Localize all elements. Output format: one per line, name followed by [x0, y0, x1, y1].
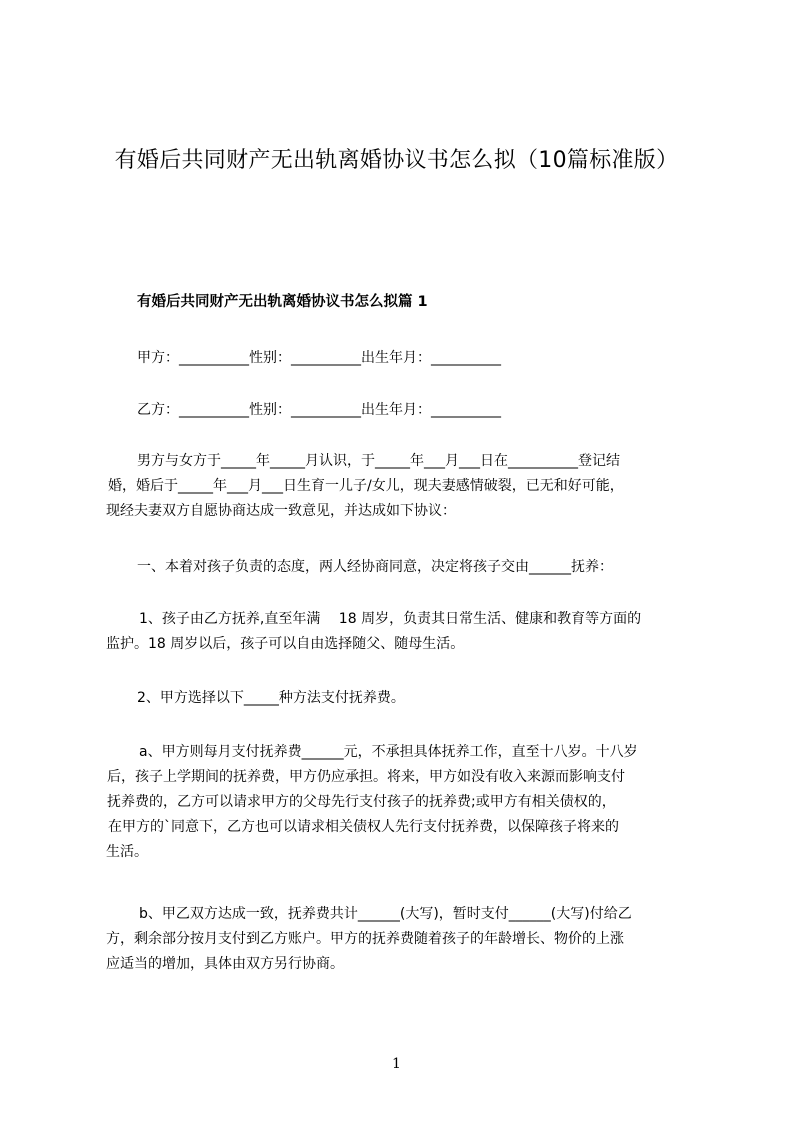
clause-line: 监护。18 周岁以后，孩子可以自由选择随父、随母生活。	[106, 636, 465, 652]
clause-one-item-one	[106, 607, 706, 657]
clause-line: 2、甲方选择以下_____种方法支付抚养费。	[137, 690, 405, 706]
option-a-line: 在甲方的`同意下，乙方也可以请求相关债权人先行支付抚养费，以保障孩子将来的	[108, 819, 619, 835]
intro-line: 婚，婚后于_____年___月___日生育一儿子/女儿，现夫妻感情破裂，已无和好可能，	[108, 478, 624, 494]
option-b-line: 方，剩余部分按月支付到乙方账户。甲方的抚养费随着孩子的年龄增长、物价的上涨	[106, 931, 624, 947]
clause-one	[106, 555, 706, 580]
option-a-line: 抚养费的，乙方可以请求甲方的父母先行支付孩子的抚养费;或甲方有相关债权的，	[107, 794, 616, 810]
option-a-line: 后，孩子上学期间的抚养费，甲方仍应承担。将来，甲方如没有收入来源而影响支付	[107, 769, 625, 785]
option-b-paragraph	[106, 902, 706, 977]
clause-line: 1、孩子由乙方抚养,直至年满 18 周岁，负责其日常生活、健康和教育等方面的	[139, 611, 642, 627]
intro-line: 现经夫妻双方自愿协商达成一致意见，并达成如下协议：	[106, 503, 456, 519]
option-b-line: 应适当的增加，具体由双方另行协商。	[106, 956, 344, 972]
page-number: 1	[392, 1056, 401, 1072]
document-title: 有婚后共同财产无出轨离婚协议书怎么拟（10篇标准版）	[114, 148, 679, 173]
clause-one-item-two	[106, 686, 706, 711]
option-a-line: 生活。	[106, 844, 148, 860]
option-b-line: b、甲乙双方达成一致，抚养费共计______(大写)，暂时支付______(大写)付给乙	[139, 906, 632, 922]
option-a-line: a、甲方则每月支付抚养费______元，不承担具体抚养工作，直至十八岁。十八岁	[139, 744, 638, 760]
intro-paragraph	[106, 449, 706, 524]
party-b-fields: 乙方：__________性别：__________出生年月：__________	[137, 402, 501, 418]
intro-line: 男方与女方于_____年_____月认识，于_____年___月___日在__________登记结	[137, 453, 620, 469]
option-a-paragraph	[106, 740, 706, 865]
party-a-fields: 甲方：__________性别：__________出生年月：__________	[137, 350, 501, 366]
clause-line: 一、本着对孩子负责的态度，两人经协商同意，决定将孩子交由______抚养：	[137, 559, 613, 575]
section-heading: 有婚后共同财产无出轨离婚协议书怎么拟篇 1	[137, 294, 428, 310]
